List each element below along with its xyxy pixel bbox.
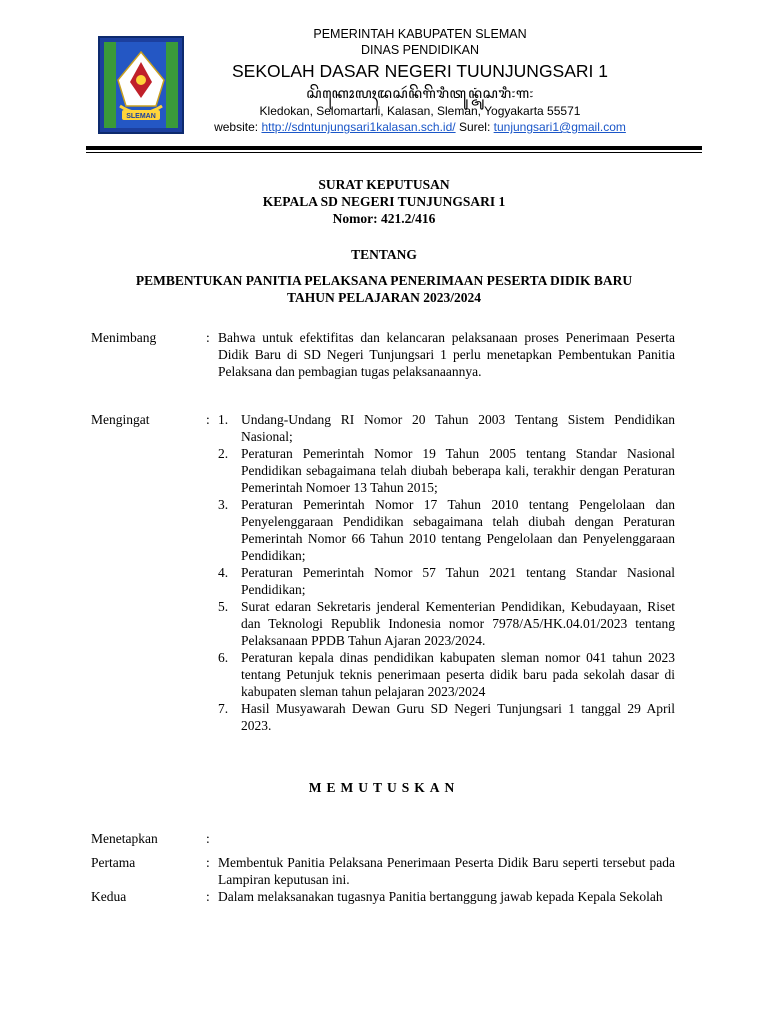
list-item-number: 5. xyxy=(218,599,229,614)
kedua-label: Kedua xyxy=(91,889,127,904)
mengingat-label: Mengingat xyxy=(91,412,150,427)
javanese-script: ꦱꦼꦏꦺꦴꦭꦃꦢꦱꦂꦤꦼꦒꦼꦫꦶꦠꦸꦤ꧀ꦗꦸꦁꦱꦫꦶ꧇꧑꧇ xyxy=(306,85,534,101)
pertama-colon: : xyxy=(206,855,210,870)
website-link[interactable]: http://sdntunjungsari1kalasan.sch.id/ xyxy=(261,120,456,134)
email-link[interactable]: tunjungsari1@gmail.com xyxy=(493,120,626,134)
menetapkan-label: Menetapkan xyxy=(91,831,158,846)
agency-name: DINAS PENDIDIKAN xyxy=(360,43,480,57)
logo-text: SLEMAN xyxy=(126,113,156,120)
list-item xyxy=(218,598,675,649)
list-item-text: Undang-Undang RI Nomor 20 Tahun 2003 Tentang Sistem Pendidikan Nasional; xyxy=(241,412,675,444)
decree-number: Nomor: 421.2/416 xyxy=(332,211,436,226)
kedua-colon: : xyxy=(206,889,210,904)
list-item-number: 4. xyxy=(218,565,229,580)
letterhead xyxy=(0,0,768,160)
decree-subject-line2: TAHUN PELAJARAN 2023/2024 xyxy=(286,290,481,305)
kedua-text: Dalam melaksanakan tugasnya Panitia bertanggung jawab kepada Kepala Sekolah xyxy=(218,889,663,904)
menimbang-text: Bahwa untuk efektifitas dan kelancaran pelaksanaan proses Penerimaan Peserta Didik Baru di SD Negeri Tunjungsari 1 perlu menetapkan Pembentukan Panitia Pelaksana dan pembagian tugas pelaksanaannya. xyxy=(218,330,675,379)
list-item-text: Peraturan kepala dinas pendidikan kabupaten sleman nomor 041 tahun 2023 tentang Petunjuk teknis penerimaan peserta didik baru pada sekolah dasar di kabupaten sleman tahun pelajaran 2023/2024 xyxy=(241,650,675,699)
contact-line xyxy=(150,119,690,135)
school-address: Kledokan, Selomartani, Kalasan, Sleman, Yogyakarta 55571 xyxy=(259,104,581,118)
header-divider-thick xyxy=(86,146,702,150)
school-name: SEKOLAH DASAR NEGERI TUUNJUNGSARI 1 xyxy=(231,61,608,81)
menetapkan-colon: : xyxy=(206,831,210,846)
list-item-number: 1. xyxy=(218,412,229,427)
list-item xyxy=(218,411,675,445)
header-divider-thin xyxy=(86,152,702,153)
government-name: PEMERINTAH KABUPATEN SLEMAN xyxy=(313,27,527,41)
list-item xyxy=(218,649,675,700)
list-item xyxy=(218,445,675,496)
list-item-number: 3. xyxy=(218,497,229,512)
list-item-text: Peraturan Pemerintah Nomor 19 Tahun 2005 tentang Standar Nasional Pendidikan sebagaimana telah diubah beberapa kali, terakhir dengan Peraturan Pemerintah Nomoer 13 Tahun 2015; xyxy=(241,446,675,495)
list-item xyxy=(218,700,675,734)
menimbang-label: Menimbang xyxy=(91,330,157,345)
list-item-number: 2. xyxy=(218,446,229,461)
decree-subject-line1: PEMBENTUKAN PANITIA PELAKSANA PENERIMAAN PESERTA DIDIK BARU xyxy=(135,273,633,288)
list-item-text: Peraturan Pemerintah Nomor 57 Tahun 2021 tentang Standar Nasional Pendidikan; xyxy=(241,565,675,597)
pertama-label: Pertama xyxy=(91,855,136,870)
list-item-number: 6. xyxy=(218,650,229,665)
decree-issuer: KEPALA SD NEGERI TUNJUNGSARI 1 xyxy=(262,194,506,209)
mengingat-list xyxy=(218,411,675,734)
tentang-heading: TENTANG xyxy=(351,247,417,262)
mengingat-colon: : xyxy=(206,412,210,427)
list-item-text: Hasil Musyawarah Dewan Guru SD Negeri Tunjungsari 1 tanggal 29 April 2023. xyxy=(241,701,675,733)
letterhead-text xyxy=(150,26,690,135)
list-item xyxy=(218,496,675,564)
decree-title: SURAT KEPUTUSAN xyxy=(318,177,450,192)
email-label: Surel: xyxy=(458,120,491,134)
list-item xyxy=(218,564,675,598)
list-item-number: 7. xyxy=(218,701,229,716)
website-label: website: xyxy=(214,120,259,134)
list-item-text: Surat edaran Sekretaris jenderal Kementerian Pendidikan, Kebudayaan, Riset dan Teknologi Republik Indonesia nomor 7978/A5/HK.04.01/2023 tentang Pelaksanaan PPDB Tahun Ajaran 2023/2024. xyxy=(241,599,675,648)
pertama-text: Membentuk Panitia Pelaksana Penerimaan Peserta Didik Baru seperti tersebut pada Lampiran keputusan ini. xyxy=(218,855,675,887)
memutuskan-heading: MEMUTUSKAN xyxy=(308,780,460,795)
menimbang-colon: : xyxy=(206,330,210,345)
list-item-text: Peraturan Pemerintah Nomor 17 Tahun 2010 tentang Pengelolaan dan Penyelenggaraan Pendidikan sebagaimana telah diubah dengan Peraturan Pemerintah Nomor 66 Tahun 2010 tentang Pengelolaan dan Penyelenggaraan Pendidikan; xyxy=(241,497,675,563)
